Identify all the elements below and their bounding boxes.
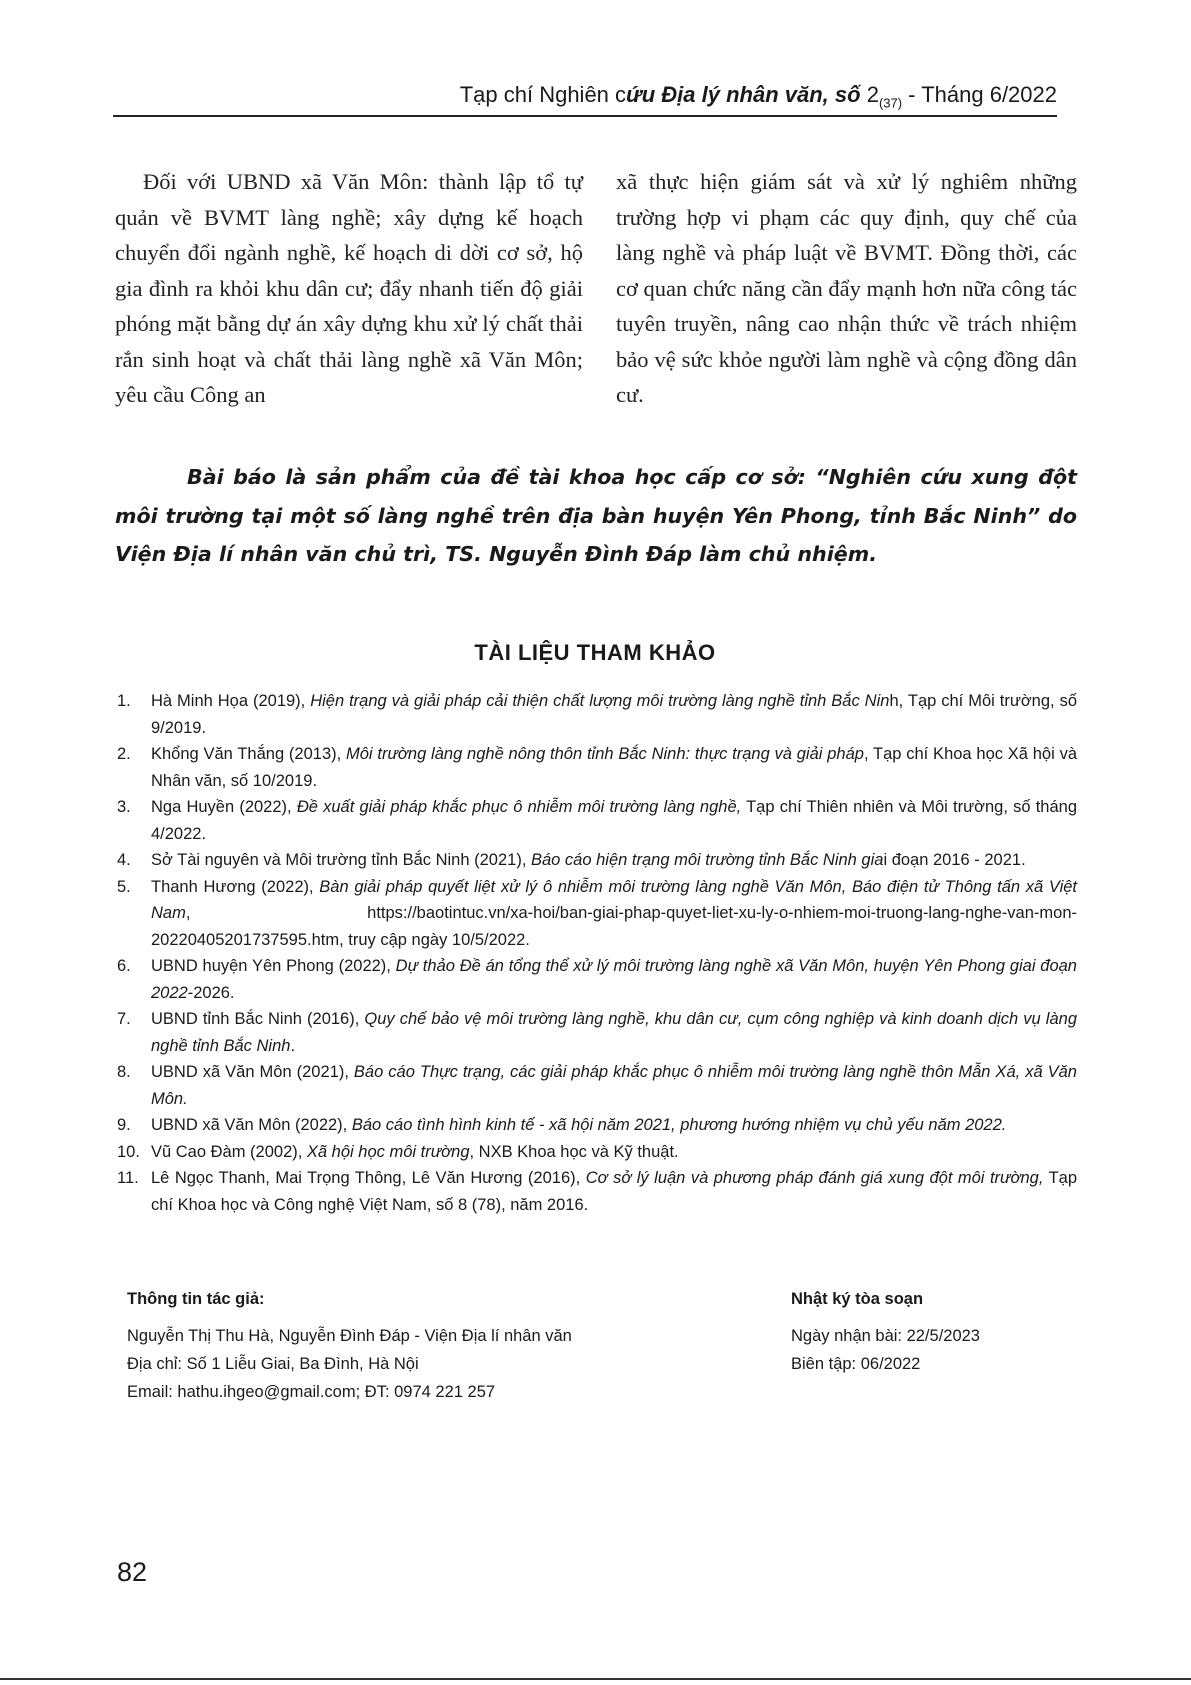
reference-title: Quy chế bảo vệ môi trường làng nghề, khu dân cư, cụm công nghiệp và kinh doanh dịch vụ làng nghề tỉnh Bắc Ninh: [151, 1010, 1077, 1055]
body-paragraph-left: Đối với UBND xã Văn Môn: thành lập tổ tự quản về BVMT làng nghề; xây dựng kế hoạch chuyển đổi ngành nghề, kế hoạch di dời cơ sở, hộ gia đình ra khỏi khu dân cư; đẩy nhanh tiến độ giải phóng mặt bằng dự án xây dựng khu xử lý chất thải rắn sinh hoạt và chất thải làng nghề xã Văn Môn; yêu cầu Công an: [115, 169, 583, 407]
reference-item: [113, 1139, 1077, 1166]
reference-source: Tạp chí Khoa học và Công nghệ Việt Nam, số 8 (78), năm 2016.: [151, 1169, 1078, 1214]
reference-title: Dự thảo Đề án tổng thể xử lý môi trường làng nghề xã Văn Môn, huyện Yên Phong giai đoạn 2022: [151, 957, 1077, 1002]
reference-source: h, Tạp chí Môi trường, số 9/2019.: [151, 692, 1077, 737]
reference-source: , Tạp chí Khoa học Xã hội và Nhân văn, số 10/2019.: [151, 745, 1077, 790]
reference-item: [113, 874, 1077, 954]
journal-header: [113, 80, 1057, 118]
footer-divider: [0, 1678, 1191, 1680]
reference-number: 5.: [117, 877, 131, 896]
reference-item: [113, 688, 1077, 741]
header-text-emphasis: ứu Địa lý nhân văn, số: [626, 82, 861, 107]
reference-number: 4.: [117, 851, 131, 869]
reference-title: Báo cáo hiện trạng môi trường tỉnh Bắc Ninh gia: [530, 851, 884, 869]
reference-number: 10.: [117, 1142, 140, 1161]
author-names: Nguyễn Thị Thu Hà, Nguyễn Đình Đáp - Viện Địa lí nhân văn: [127, 1327, 572, 1345]
reference-author: UBND tỉnh Bắc Ninh (2016),: [151, 1010, 365, 1028]
author-info: [127, 1288, 687, 1406]
edited-date: Biên tập: 06/2022: [791, 1355, 921, 1373]
reference-author: Sở Tài nguyên và Môi trường tỉnh Bắc Ninh (2021),: [151, 851, 531, 869]
reference-item: [113, 1006, 1077, 1059]
reference-number: 6.: [117, 957, 131, 975]
body-column-left: [115, 164, 583, 413]
page-number: 82: [117, 1557, 148, 1587]
reference-number: 2.: [117, 745, 131, 763]
references-title: TÀI LIỆU THAM KHẢO: [474, 640, 716, 665]
author-contact: Email: hathu.ihgeo@gmail.com; ĐT: 0974 221 257: [127, 1383, 496, 1401]
reference-number: 3.: [117, 798, 131, 816]
body-paragraph-right: xã thực hiện giám sát và xử lý nghiêm những trường hợp vi phạm các quy định, quy chế của làng nghề và pháp luật về BVMT. Đồng thời, các cơ quan chức năng cần đẩy mạnh hơn nữa công tác tuyên truyền, nâng cao nhận thức về trách nhiệm bảo vệ sức khỏe người làm nghề và cộng đồng dân cư.: [616, 169, 1077, 407]
reference-item: [113, 1059, 1077, 1112]
reference-number: 1.: [117, 692, 131, 710]
reference-source: , https://baotintuc.vn/xa-hoi/ban-giai-phap-quyet-liet-xu-ly-o-nhiem-moi-truong-lang-nghe-van-mon-20220405201737595.htm, truy cập ngày 10/5/2022.: [151, 904, 1077, 949]
reference-author: UBND xã Văn Môn (2022),: [151, 1116, 352, 1134]
reference-title: Cơ sở lý luận và phương pháp đánh giá xung đột môi trường,: [585, 1169, 1044, 1187]
reference-title: Hiện trạng và giải pháp cải thiện chất lượng môi trường làng nghề tỉnh Bắc Nin: [310, 692, 890, 710]
acknowledgement-text: Bài báo là sản phẩm của đề tài khoa học cấp cơ sở: “Nghiên cứu xung đột môi trường tại một số làng nghề trên địa bàn huyện Yên Phong, tỉnh Bắc Ninh” do Viện Địa lí nhân văn chủ trì, TS. Nguyễn Đình Đáp làm chủ nhiệm.: [115, 465, 1077, 566]
reference-item: [113, 741, 1077, 794]
reference-title: Môi trường làng nghề nông thôn tỉnh Bắc Ninh: thực trạng và giải pháp: [346, 745, 864, 763]
reference-item: [113, 1112, 1077, 1139]
body-column-right: [616, 164, 1077, 413]
reference-item: [113, 794, 1077, 847]
header-divider: [113, 115, 1057, 117]
reference-number: 11.: [117, 1169, 139, 1187]
reference-title: Báo cáo tình hình kinh tế - xã hội năm 2021, phương hướng nhiệm vụ chủ yếu năm 2022.: [351, 1116, 1007, 1134]
reference-title: Bàn giải pháp quyết liệt xử lý ô nhiễm môi trường làng nghề Văn Môn, Báo điện tử Thông tấn xã Việt Nam: [151, 877, 1078, 922]
reference-source: i đoạn 2016 - 2021.: [883, 851, 1026, 869]
header-text-pre: Tạp chí Nghiên c: [459, 82, 627, 107]
reference-title: Xã hội học môi trường: [306, 1142, 470, 1161]
reference-author: Hà Minh Họa (2019),: [151, 692, 311, 710]
reference-title: Đề xuất giải pháp khắc phục ô nhiễm môi trường làng nghề,: [296, 798, 742, 816]
reference-number: 7.: [117, 1010, 131, 1028]
header-issue-sub: (37): [878, 95, 903, 111]
reference-source: , NXB Khoa học và Kỹ thuật.: [469, 1142, 679, 1161]
reference-author: Lê Ngọc Thanh, Mai Trọng Thông, Lê Văn Hương (2016),: [151, 1169, 586, 1187]
received-date: Ngày nhận bài: 22/5/2023: [791, 1327, 980, 1345]
reference-author: Nga Huyền (2022),: [151, 798, 297, 816]
reference-author: UBND huyện Yên Phong (2022),: [151, 957, 396, 975]
reference-item: [113, 953, 1077, 1006]
editorial-log: [791, 1288, 1071, 1378]
header-issue: 2: [860, 82, 879, 107]
reference-number: 8.: [117, 1063, 131, 1081]
reference-source: .: [290, 1036, 296, 1055]
header-date: - Tháng 6/2022: [902, 82, 1057, 107]
reference-author: Vũ Cao Đàm (2002),: [151, 1142, 307, 1161]
reference-author: Thanh Hương (2022),: [151, 877, 320, 896]
reference-source: -2026.: [187, 983, 235, 1002]
author-address: Địa chỉ: Số 1 Liễu Giai, Ba Đình, Hà Nội: [127, 1355, 419, 1373]
author-info-heading: Thông tin tác giả:: [127, 1290, 265, 1308]
editorial-log-heading: Nhật ký tòa soạn: [791, 1290, 924, 1308]
reference-title: Báo cáo Thực trạng, các giải pháp khắc phục ô nhiễm môi trường làng nghề thôn Mẫn Xá, xã Văn Môn.: [151, 1063, 1077, 1108]
references-list: [113, 688, 1077, 1218]
reference-author: UBND xã Văn Môn (2021),: [151, 1063, 354, 1081]
reference-item: [113, 847, 1077, 874]
reference-number: 9.: [117, 1116, 131, 1134]
acknowledgement: [115, 458, 1077, 574]
reference-item: [113, 1165, 1077, 1218]
reference-source: Tạp chí Thiên nhiên và Môi trường, số tháng 4/2022.: [151, 798, 1077, 843]
reference-author: Khổng Văn Thắng (2013),: [151, 745, 347, 763]
